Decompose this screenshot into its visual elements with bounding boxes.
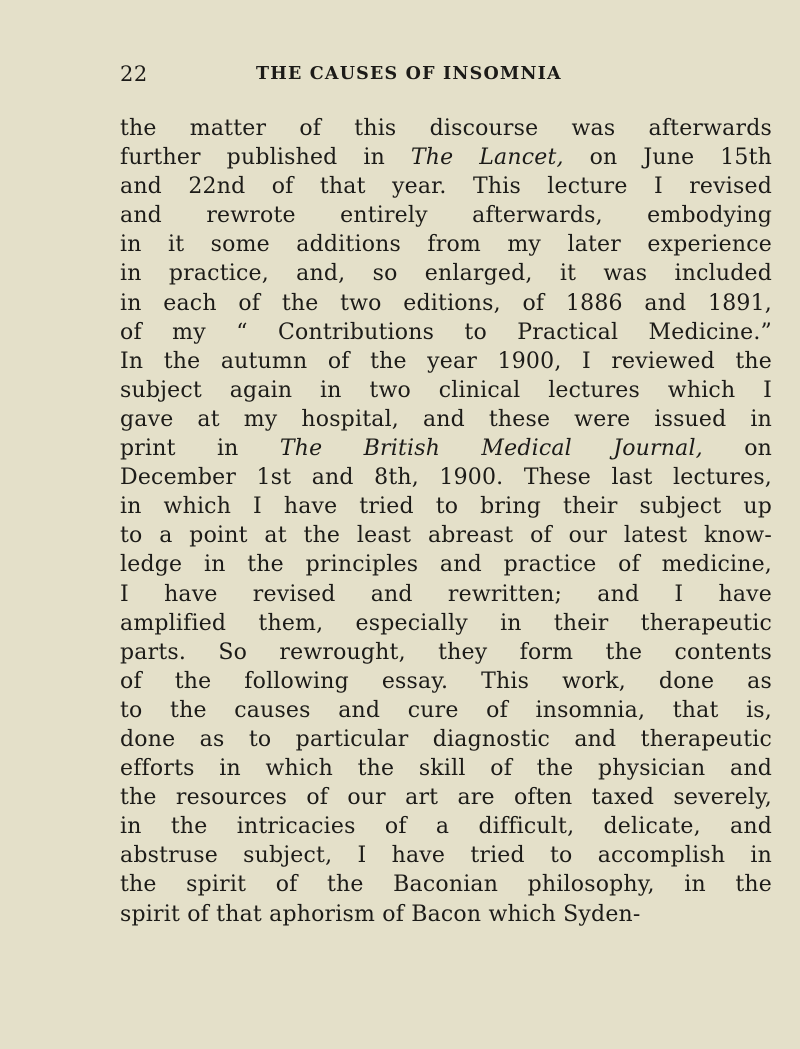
text-run: of the following essay. This work, done as: [120, 668, 772, 694]
text-line: [120, 143, 772, 172]
text-run: the spirit of the Baconian philosophy, in the: [120, 872, 772, 898]
text-run: ledge in the principles and practice of medicine,: [120, 552, 772, 578]
text-run: parts. So rewrought, they form the contents: [120, 639, 772, 665]
text-run: abstruse subject, I have tried to accomplish in: [120, 843, 772, 869]
text-line: [120, 609, 772, 638]
text-line: [120, 201, 772, 230]
text-line: [120, 376, 772, 405]
text-run: on June 15th: [563, 145, 773, 171]
text-line: [120, 492, 772, 521]
italic-title: The Lancet,: [410, 145, 564, 171]
text-line: [120, 841, 772, 870]
body-paragraph: [120, 114, 772, 929]
text-line: [120, 259, 772, 288]
text-line: [120, 812, 772, 841]
text-run: in practice, and, so enlarged, it was included: [120, 261, 772, 287]
text-run: amplified them, especially in their therapeutic: [120, 610, 772, 636]
text-run: subject again in two clinical lectures which I: [120, 377, 772, 403]
text-run: the resources of our art are often taxed severely,: [120, 785, 772, 811]
text-line: [120, 580, 772, 609]
text-line: [120, 289, 772, 318]
running-head: [120, 62, 760, 88]
text-run: of my “ Contributions to Practical Medicine.”: [120, 319, 772, 345]
text-line: [120, 870, 772, 899]
text-line: [120, 434, 772, 463]
text-run: done as to particular diagnostic and therapeutic: [120, 726, 772, 752]
text-run: in it some additions from my later experience: [120, 232, 772, 258]
text-line: [120, 347, 772, 376]
text-run: I have revised and rewritten; and I have: [120, 581, 772, 607]
text-run: to the causes and cure of insomnia, that is,: [120, 697, 772, 723]
text-run: print in: [120, 436, 280, 462]
running-title: THE CAUSES OF INSOMNIA: [256, 64, 562, 84]
text-run: efforts in which the skill of the physician and: [120, 756, 772, 782]
text-run: the matter of this discourse was afterwards: [120, 116, 772, 141]
text-line: [120, 318, 772, 347]
text-run: in each of the two editions, of 1886 and 1891,: [120, 290, 772, 316]
page-number: 22: [120, 62, 148, 86]
text-line: [120, 638, 772, 667]
text-line: [120, 696, 772, 725]
text-line: [120, 900, 772, 929]
text-run: In the autumn of the year 1900, I reviewed the: [120, 348, 772, 374]
text-line: [120, 754, 772, 783]
text-line: [120, 667, 772, 696]
text-line: [120, 230, 772, 259]
text-run: in the intricacies of a difficult, delicate, and: [120, 814, 772, 840]
italic-title: The British Medical Journal,: [279, 436, 703, 462]
text-line: [120, 725, 772, 754]
text-line: [120, 521, 772, 550]
text-run: December 1st and 8th, 1900. These last lectures,: [120, 465, 772, 491]
text-run: to a point at the least abreast of our latest know-: [120, 523, 772, 549]
text-line: [120, 550, 772, 579]
text-run: spirit of that aphorism of Bacon which Syden-: [120, 901, 641, 927]
text-run: on: [702, 436, 773, 462]
text-run: gave at my hospital, and these were issued in: [120, 406, 772, 432]
text-line: [120, 172, 772, 201]
text-line: [120, 405, 772, 434]
text-run: further published in: [120, 145, 411, 171]
text-line: [120, 463, 772, 492]
text-run: and 22nd of that year. This lecture I revised: [120, 174, 772, 200]
text-run: and rewrote entirely afterwards, embodying: [120, 203, 772, 229]
text-line: [120, 114, 772, 143]
text-run: in which I have tried to bring their subject up: [120, 494, 772, 520]
text-line: [120, 783, 772, 812]
